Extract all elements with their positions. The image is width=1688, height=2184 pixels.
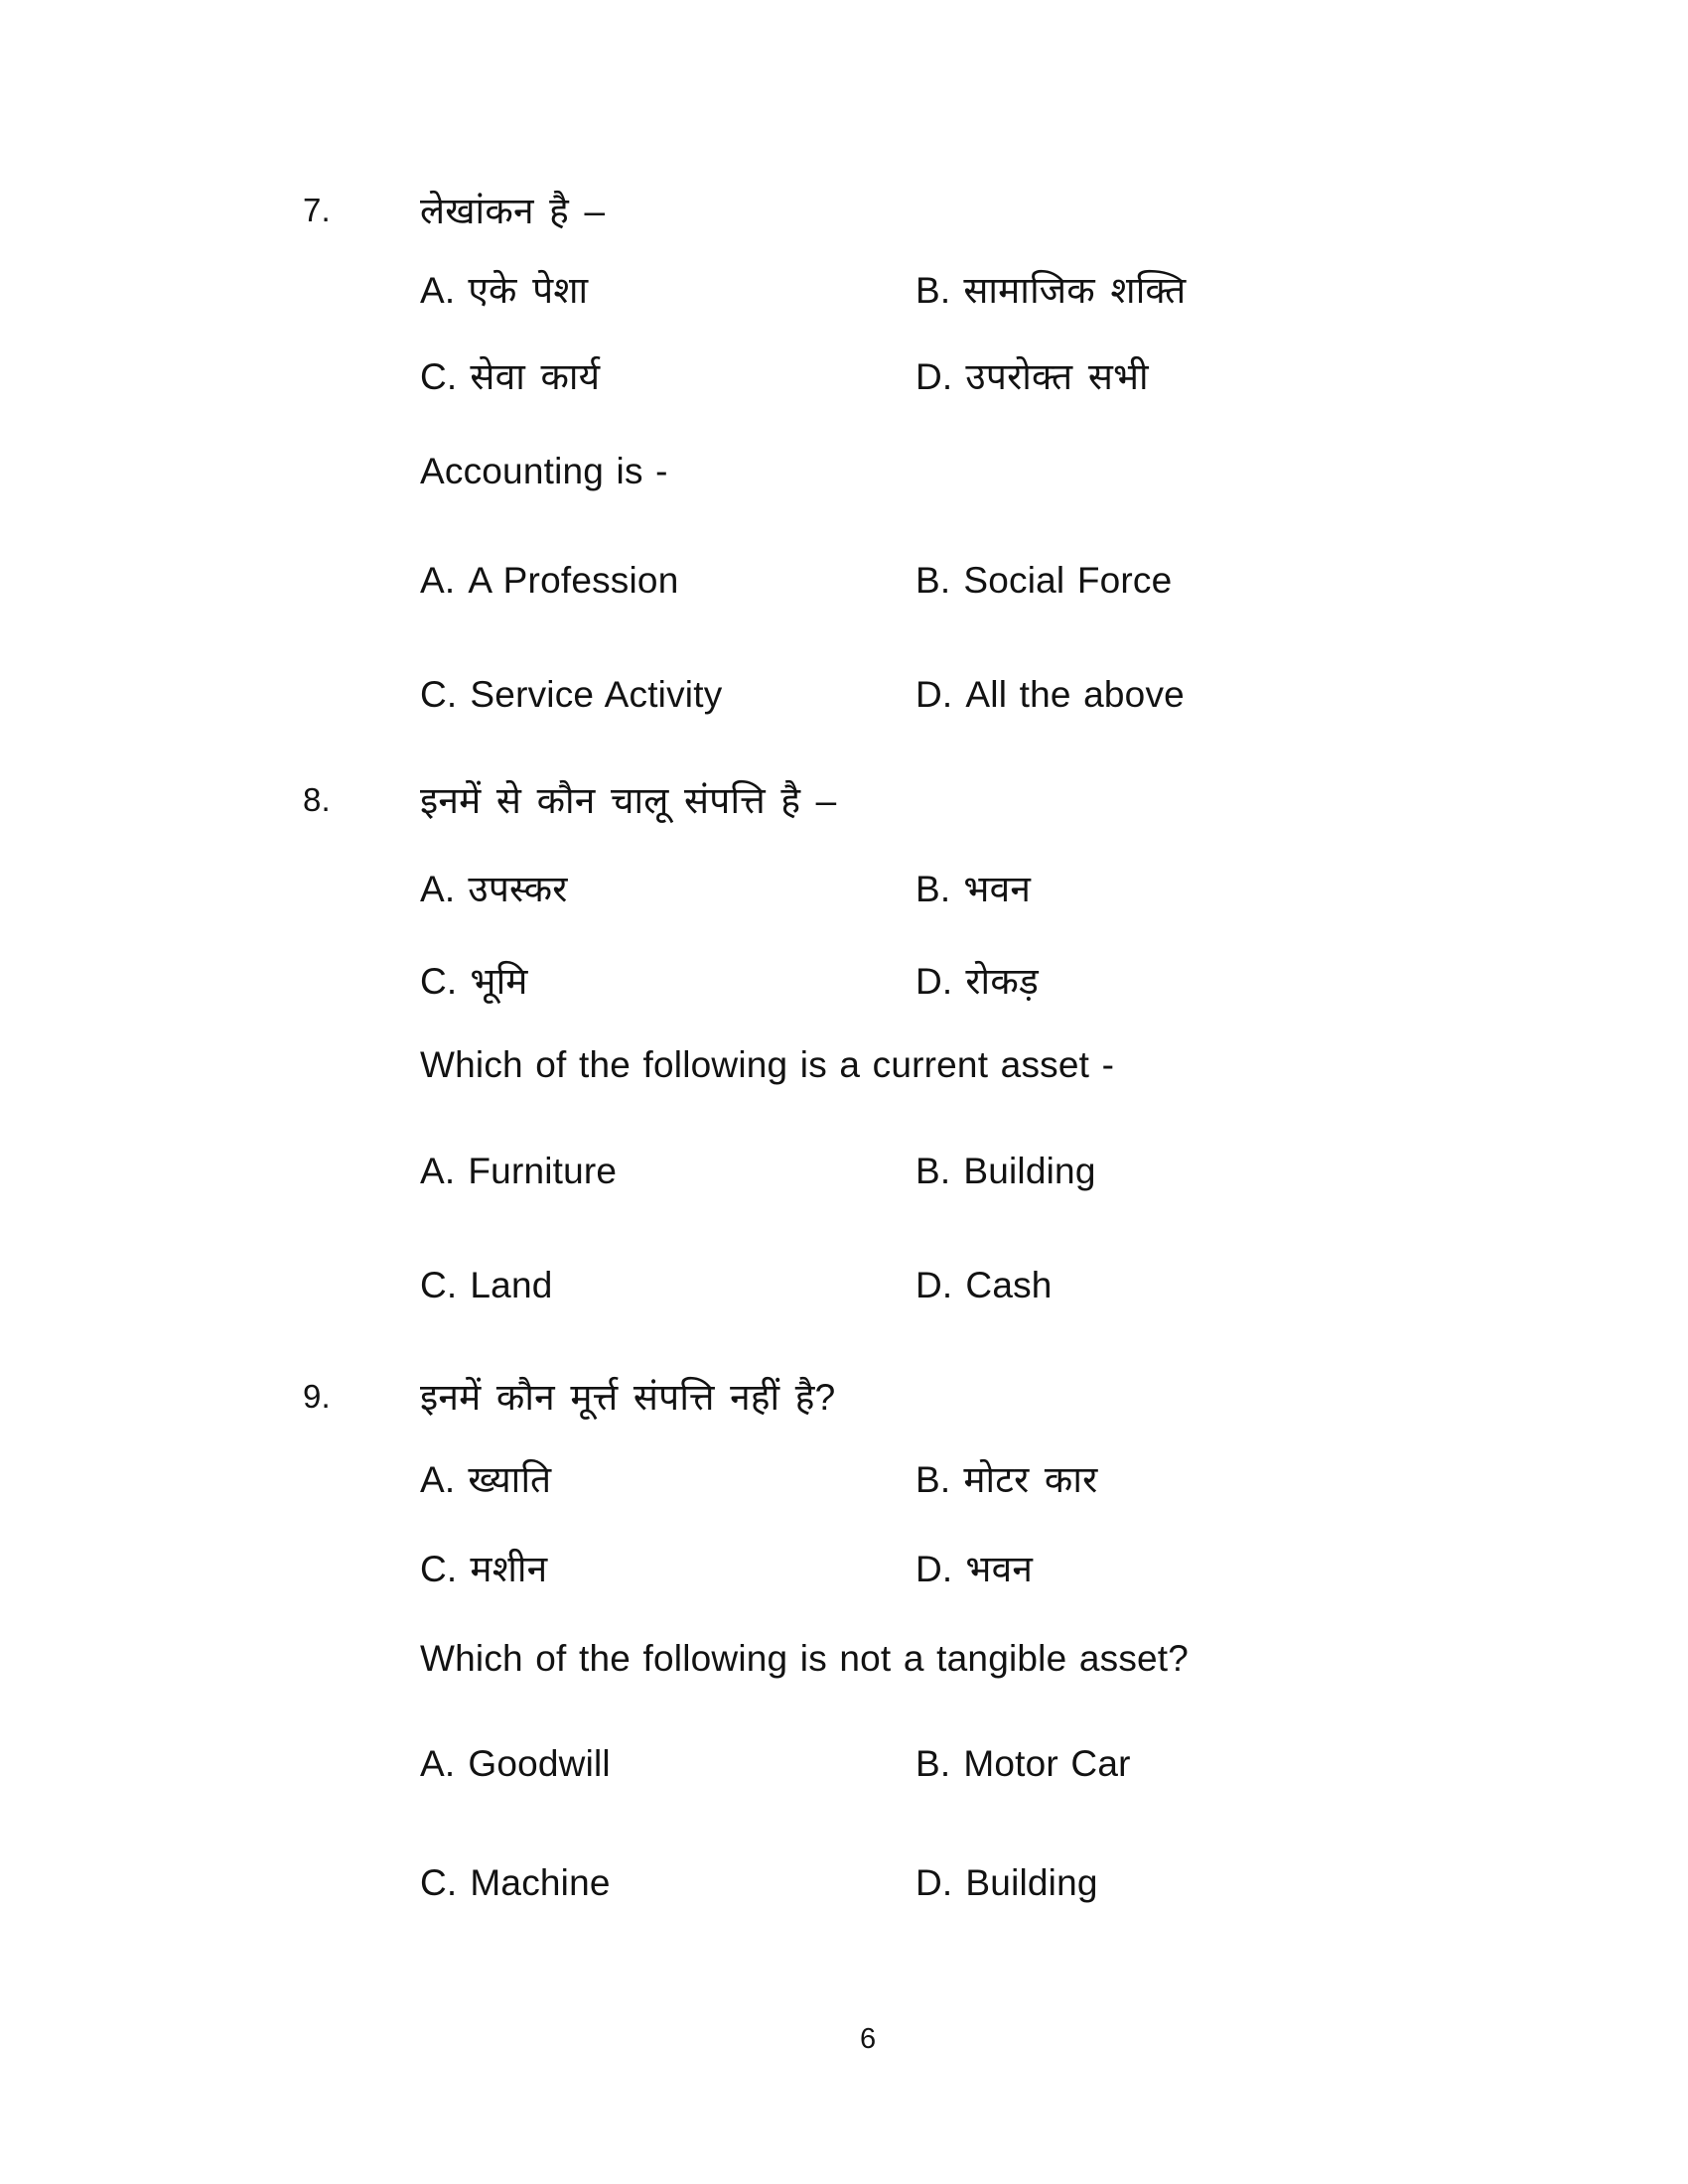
option-label: D. <box>915 1549 953 1589</box>
option-label: A. <box>420 1743 456 1784</box>
question-8-option-d-hindi <box>915 959 1039 1005</box>
option-label: B. <box>915 1743 951 1784</box>
option-label: D. <box>915 961 953 1002</box>
option-text: Cash <box>965 1265 1053 1305</box>
option-label: C. <box>420 1862 458 1903</box>
question-9-option-b-english <box>915 1741 1131 1787</box>
option-text: A Profession <box>468 560 679 601</box>
question-7-text-hindi: लेखांकन है – <box>420 191 606 231</box>
option-text: Land <box>470 1265 553 1305</box>
question-9-option-d-hindi <box>915 1547 1033 1592</box>
option-text: भूमि <box>470 961 528 1002</box>
option-text: उपरोक्त सभी <box>965 356 1149 397</box>
option-label: B. <box>915 270 951 311</box>
question-8-option-c-hindi <box>420 959 528 1005</box>
option-text: Goodwill <box>468 1743 611 1784</box>
option-label: A. <box>420 1151 456 1191</box>
option-text: सामाजिक शक्ति <box>963 270 1187 311</box>
question-7-option-d-hindi <box>915 354 1149 400</box>
option-label: A. <box>420 1459 456 1500</box>
page-number: 6 <box>860 2023 877 2055</box>
question-8-text-english: Which of the following is a current asset - <box>420 1044 1115 1085</box>
question-7-option-c-hindi <box>420 354 600 400</box>
question-9-option-c-hindi <box>420 1547 547 1592</box>
option-label: D. <box>915 356 953 397</box>
question-9-option-d-english <box>915 1860 1098 1906</box>
question-8-text-hindi: इनमें से कौन चालू संपत्ति है – <box>420 780 837 821</box>
question-9-text-english: Which of the following is not a tangible asset? <box>420 1638 1190 1679</box>
question-7-option-c-english <box>420 672 722 718</box>
option-label: A. <box>420 869 456 909</box>
question-9-option-b-hindi <box>915 1457 1097 1503</box>
question-7-option-a-hindi <box>420 268 588 314</box>
option-text: उपस्कर <box>468 869 568 909</box>
option-text: भवन <box>965 1549 1034 1589</box>
option-label: D. <box>915 1265 953 1305</box>
option-text: Social Force <box>963 560 1173 601</box>
question-7-option-d-english <box>915 672 1185 718</box>
option-label: D. <box>915 674 953 715</box>
question-8-option-b-english <box>915 1149 1096 1194</box>
option-text: रोकड़ <box>965 961 1039 1002</box>
question-8-option-a-hindi <box>420 867 568 912</box>
question-9-option-a-english <box>420 1741 611 1787</box>
option-text: सेवा कार्य <box>470 356 601 397</box>
option-label: D. <box>915 1862 953 1903</box>
option-text: Building <box>965 1862 1098 1903</box>
option-text: मोटर कार <box>963 1459 1098 1500</box>
option-text: Machine <box>470 1862 611 1903</box>
option-label: B. <box>915 1459 951 1500</box>
option-text: Furniture <box>468 1151 618 1191</box>
question-8-option-a-english <box>420 1149 617 1194</box>
option-text: Building <box>963 1151 1096 1191</box>
option-label: C. <box>420 961 458 1002</box>
option-label: B. <box>915 560 951 601</box>
question-7-option-b-hindi <box>915 268 1186 314</box>
question-8-option-b-hindi <box>915 867 1031 912</box>
option-text: भवन <box>963 869 1032 909</box>
question-8-number: 8. <box>303 781 331 818</box>
option-label: A. <box>420 560 456 601</box>
option-text: ख्याति <box>468 1459 552 1500</box>
option-text: All the above <box>965 674 1185 715</box>
option-text: एके पेशा <box>468 270 589 311</box>
question-9-option-a-hindi <box>420 1457 551 1503</box>
option-text: Service Activity <box>470 674 723 715</box>
question-9-option-c-english <box>420 1860 611 1906</box>
question-7-option-a-english <box>420 558 679 604</box>
option-label: B. <box>915 869 951 909</box>
option-text: मशीन <box>470 1549 548 1589</box>
question-7-option-b-english <box>915 558 1172 604</box>
option-label: C. <box>420 1265 458 1305</box>
option-text: Motor Car <box>963 1743 1131 1784</box>
option-label: A. <box>420 270 456 311</box>
option-label: C. <box>420 1549 458 1589</box>
question-8-option-d-english <box>915 1263 1053 1308</box>
question-8-option-c-english <box>420 1263 553 1308</box>
option-label: C. <box>420 674 458 715</box>
question-7-text-english: Accounting is - <box>420 451 668 491</box>
question-9-text-hindi: इनमें कौन मूर्त्त संपत्ति नहीं है? <box>420 1377 836 1418</box>
question-7-number: 7. <box>303 192 331 228</box>
option-label: C. <box>420 356 458 397</box>
option-label: B. <box>915 1151 951 1191</box>
question-9-number: 9. <box>303 1378 331 1415</box>
